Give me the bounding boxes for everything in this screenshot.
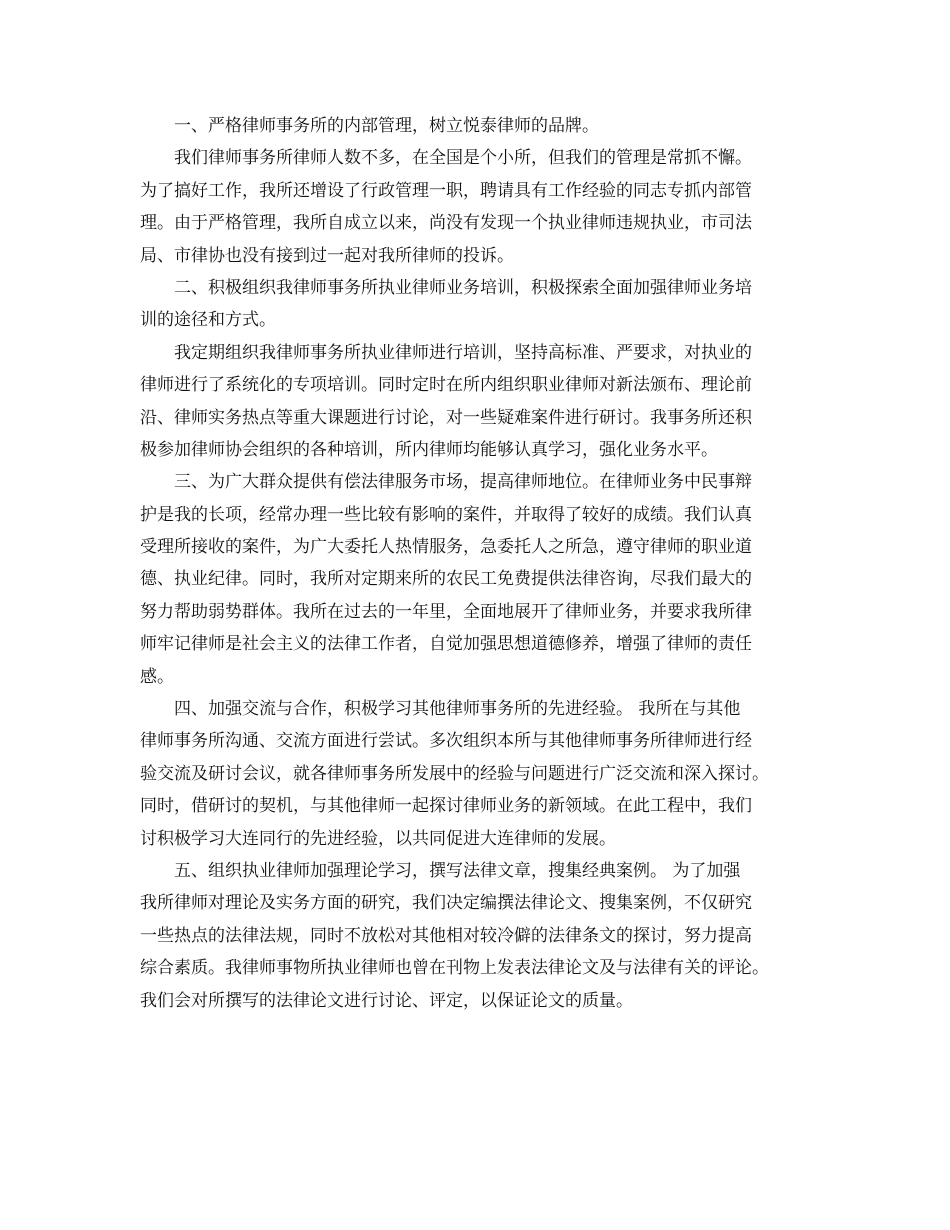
paragraph-line: 德、执业纪律。同时，我所对定期来所的农民工免费提供法律咨询，尽我们最大的 [140, 569, 752, 590]
paragraph-line: 感。 [140, 666, 174, 687]
paragraph-line: 师牢记律师是社会主义的法律工作者，自觉加强思想道德修养，增强了律师的责任 [140, 634, 752, 655]
paragraph-line: 为了搞好工作，我所还增设了行政管理一职，聘请具有工作经验的同志专抓内部管 [140, 180, 752, 201]
section-heading-1: 一、严格律师事务所的内部管理，树立悦泰律师的品牌。 [174, 116, 599, 136]
paragraph-line: 沿、律师实务热点等重大课题进行讨论，对一些疑难案件进行研讨。我事务所还积 [140, 407, 752, 428]
section-heading-5: 五、组织执业律师加强理论学习，撰写法律文章，搜集经典案例。 为了加强 [174, 860, 741, 881]
paragraph-line: 我定期组织我律师事务所执业律师进行培训，坚持高标准、严要求，对执业的 [174, 342, 752, 363]
paragraph-line: 护是我的长项，经常办理一些比较有影响的案件，并取得了较好的成绩。我们认真 [140, 504, 752, 525]
paragraph-line: 律师进行了系统化的专项培训。同时定时在所内组织职业律师对新法颁布、理论前 [140, 375, 752, 396]
section-heading-2-cont: 训的途径和方式。 [140, 310, 276, 331]
paragraph-line: 受理所接收的案件，为广大委托人热情服务，急委托人之所急，遵守律师的职业道 [140, 537, 752, 558]
section-heading-2: 二、积极组织我律师事务所执业律师业务培训，积极探索全面加强律师业务培 [174, 277, 752, 298]
paragraph-line: 我们会对所撰写的法律论文进行讨论、评定，以保证论文的质量。 [140, 990, 633, 1011]
paragraph-line: 理。由于严格管理，我所自成立以来，尚没有发现一个执业律师违规执业，市司法 [140, 213, 752, 234]
paragraph-line: 同时，借研讨的契机，与其他律师一起探讨律师业务的新领域。在此工程中，我们 [140, 796, 752, 817]
paragraph-line: 验交流及研讨会议，就各律师事务所发展中的经验与问题进行广泛交流和深入探讨。 [140, 763, 769, 784]
paragraph-line: 努力帮助弱势群体。我所在过去的一年里，全面地展开了律师业务，并要求我所律 [140, 601, 752, 622]
section-heading-4: 四、加强交流与合作，积极学习其他律师事务所的先进经验。 我所在与其他 [174, 699, 741, 720]
paragraph-line: 局、市律协也没有接到过一起对我所律师的投诉。 [140, 245, 514, 266]
paragraph-line: 综合素质。我律师事物所执业律师也曾在刊物上发表法律论文及与法律有关的评论。 [140, 958, 769, 979]
document-body [140, 110, 824, 1017]
section-heading-3: 三、为广大群众提供有偿法律服务市场，提高律师地位。在律师业务中民事辩 [174, 472, 752, 493]
paragraph-line: 我们律师事务所律师人数不多，在全国是个小所，但我们的管理是常抓不懈。 [174, 148, 752, 169]
paragraph-line: 极参加律师协会组织的各种培训，所内律师均能够认真学习，强化业务水平。 [140, 439, 718, 460]
paragraph-line: 讨积极学习大连同行的先进经验，以共同促进大连律师的发展。 [140, 828, 616, 849]
paragraph-line: 我所律师对理论及实务方面的研究，我们决定编撰法律论文、搜集案例，不仅研究 [140, 893, 752, 914]
paragraph-line: 一些热点的法律法规，同时不放松对其他相对较冷僻的法律条文的探讨，努力提高 [140, 925, 752, 946]
paragraph-line: 律师事务所沟通、交流方面进行尝试。多次组织本所与其他律师事务所律师进行经 [140, 731, 752, 752]
